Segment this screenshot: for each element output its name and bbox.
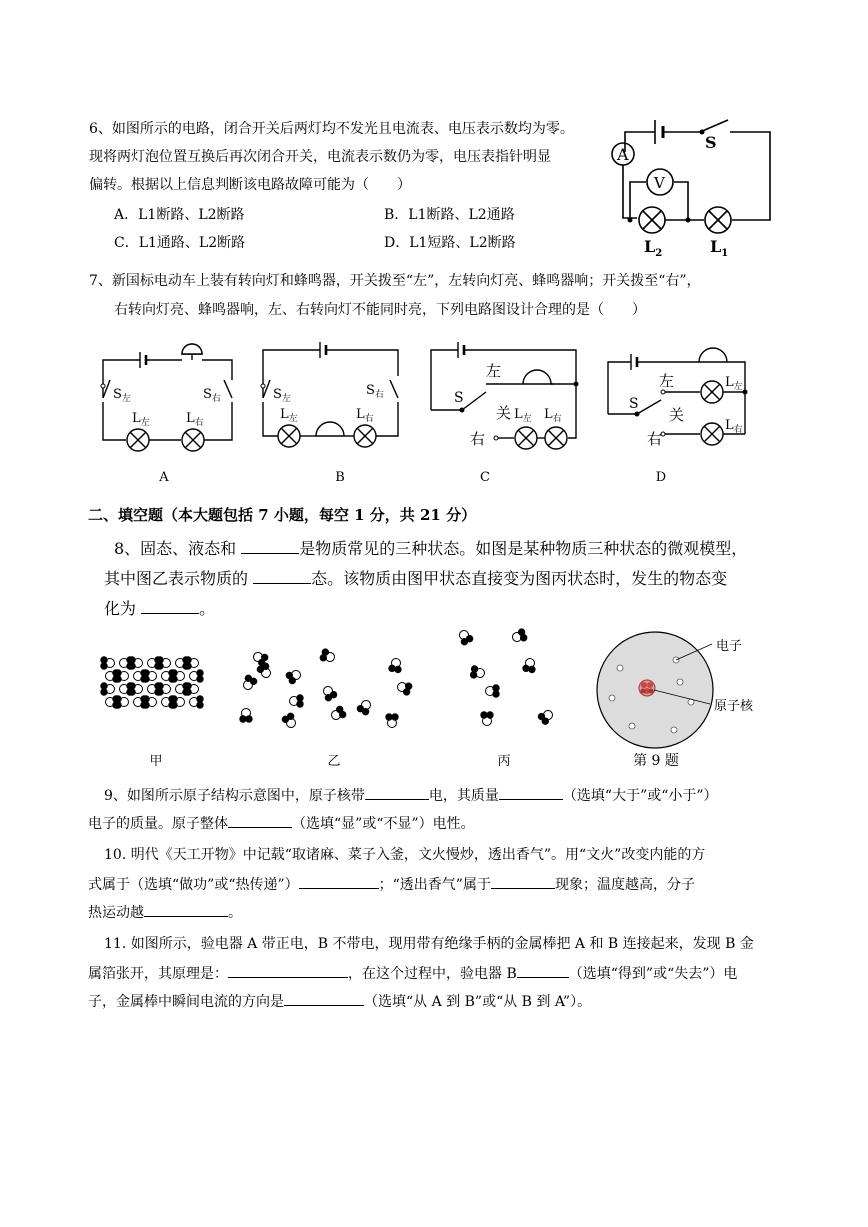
- q7-caption-c: C: [480, 470, 490, 485]
- q6-option-b: B．L1断路、L2通路: [384, 207, 515, 223]
- svg-text:L右: $L_右$: [725, 418, 743, 435]
- q6-line3: 偏转。根据以上信息判断该电路故障可能为（ ）: [89, 177, 411, 193]
- q11-line2: 属箔张开，其原理是： ，在这个过程中，验电器 B （选填“得到”或“失去”）电: [88, 962, 737, 984]
- svg-text:右: 右: [470, 430, 486, 448]
- svg-text:S左: $S_左$: [113, 387, 131, 404]
- q7-caption-a: A: [159, 470, 169, 485]
- q10-line1: 10. 明代《天工开物》中记载“取诸麻、菜子入釜，文火慢炒，透出香气”。用“文火”改变内能的方: [104, 847, 706, 863]
- q7-circuit-a: [98, 336, 238, 456]
- molecule: [190, 696, 204, 708]
- molecule: [281, 712, 299, 730]
- q10-blank-2[interactable]: [491, 873, 555, 889]
- molecule: [396, 680, 413, 696]
- liquid-state-figure: [236, 645, 416, 735]
- q11-blank-3[interactable]: [284, 990, 364, 1006]
- molecule: [240, 709, 252, 723]
- molecule: [190, 670, 204, 682]
- q10-blank-3[interactable]: [144, 901, 228, 917]
- molecule: [157, 657, 171, 669]
- molecule: [171, 670, 185, 682]
- svg-text:S右: $S_右$: [203, 387, 221, 404]
- molecule: [171, 696, 185, 708]
- q8-blank-1[interactable]: [241, 538, 299, 554]
- svg-text:S左: $S_左$: [273, 387, 291, 404]
- svg-text:L左: $L_左$: [132, 411, 150, 428]
- svg-text:右: 右: [647, 430, 663, 448]
- svg-text:左: 左: [659, 372, 675, 390]
- svg-text:S右: $S_右$: [366, 383, 384, 400]
- molecule: [129, 683, 143, 695]
- svg-text:L右: $L_右$: [544, 407, 562, 424]
- q7-circuit-c: [426, 336, 581, 456]
- svg-text:L左: $L_左$: [725, 375, 743, 392]
- atom-figure-caption: 第 9 题: [633, 753, 679, 769]
- molecule: [290, 695, 304, 707]
- molecule: [285, 667, 303, 685]
- q11-line3: 子，金属棒中瞬间电流的方向是 （选填“从 A 到 B”或“从 B 到 A”）。: [88, 990, 591, 1012]
- molecule: [157, 683, 171, 695]
- molecule: [486, 685, 500, 697]
- q7-line1: 7、新国标电动车上装有转向灯和蜂鸣器，开关拨至“左”，左转向灯亮、蜂鸣器响；开关拨至“右”，: [89, 273, 701, 289]
- molecule: [319, 648, 336, 664]
- q9-blank-3[interactable]: [228, 812, 292, 828]
- molecule: [320, 684, 338, 702]
- q8-blank-2[interactable]: [253, 568, 311, 584]
- state-caption-solid: 甲: [149, 754, 163, 769]
- svg-text:L右: $L_右$: [186, 411, 204, 428]
- q6-option-d: D．L1短路、L2断路: [384, 235, 516, 251]
- molecule: [143, 670, 157, 682]
- svg-text:关: 关: [669, 406, 685, 424]
- q8-line1: 8、固态、液态和 是物质常见的三种状态。如图是某种物质三种状态的微观模型，: [114, 539, 748, 558]
- molecule: [537, 707, 555, 725]
- molecule: [356, 698, 374, 716]
- q6-line2: 现将两灯泡位置互换后再次闭合开关，电流表示数仍为零，电压表指针明显: [89, 149, 551, 165]
- molecule: [388, 657, 403, 673]
- svg-text:S: S: [454, 390, 464, 406]
- svg-text:L2: $L_2$: [644, 237, 663, 259]
- q11-line1: 11. 如图所示，验电器 A 带正电，B 不带电，现用带有绝缘手柄的金属棒把 A 和 B 连接起来，发现 B 金: [104, 936, 754, 952]
- molecule: [185, 683, 199, 695]
- q11-blank-1[interactable]: [228, 962, 348, 978]
- svg-text:左: 左: [486, 362, 502, 380]
- q8-line3: 化为 。: [104, 599, 216, 618]
- atom-model-figure: [592, 630, 772, 760]
- nucleus-label: 原子核: [714, 699, 754, 714]
- q11-blank-2[interactable]: [517, 962, 569, 978]
- molecule: [329, 705, 347, 723]
- q7-circuit-d: [603, 336, 753, 456]
- q7-caption-b: B: [335, 470, 345, 485]
- molecule: [115, 696, 129, 708]
- molecule: [129, 657, 143, 669]
- q9-blank-1[interactable]: [365, 784, 429, 800]
- q6-option-c: C．L1通路、L2断路: [114, 235, 246, 251]
- q8-blank-3[interactable]: [141, 598, 199, 614]
- q10-line3: 热运动越 。: [88, 901, 242, 923]
- svg-text:L左: $L_左$: [280, 407, 298, 424]
- q7-line2: 右转向灯亮、蜂鸣器响，左、右转向灯不能同时亮，下列电路图设计合理的是（ ）: [114, 302, 646, 318]
- switch-label: S: [705, 133, 717, 152]
- q6-option-a: A．L1断路、L2断路: [114, 207, 245, 223]
- molecule: [115, 670, 129, 682]
- molecule: [101, 683, 115, 695]
- q9-line1: 9、如图所示原子结构示意图中，原子核带 电，其质量 （选填“大于”或“小于”）: [104, 784, 718, 806]
- q6-line1: 6、如图所示的电路，闭合开关后两灯均不发光且电流表、电压表示数均为零。: [89, 121, 574, 137]
- q10-blank-1[interactable]: [299, 873, 379, 889]
- solid-state-figure: [104, 655, 214, 715]
- q8-line2: 其中图乙表示物质的 态。该物质由图甲状态直接变为图丙状态时，发生的物态变: [104, 569, 728, 588]
- molecule: [386, 714, 398, 728]
- electron-label: 电子: [716, 639, 743, 654]
- svg-text:L右: $L_右$: [356, 407, 374, 424]
- section-title: 二、填空题（本大题包括 7 小题，每空 1 分，共 21 分）: [88, 506, 477, 524]
- state-caption-gas: 丙: [497, 754, 511, 769]
- q9-line2: 电子的质量。原子整体 （选填“显”或“不显”）电性。: [88, 812, 475, 834]
- q6-circuit-diagram: [600, 112, 790, 262]
- q7-circuit-b: [258, 336, 408, 456]
- molecule: [185, 657, 199, 669]
- molecule: [522, 657, 537, 673]
- q9-blank-2[interactable]: [499, 784, 563, 800]
- q7-caption-d: D: [655, 470, 667, 485]
- svg-text:L1: $L_1$: [710, 237, 729, 259]
- molecule: [101, 657, 115, 669]
- svg-text:关: 关: [496, 404, 512, 422]
- ammeter-label: A: [617, 145, 629, 164]
- svg-text:L左: $L_左$: [514, 407, 532, 424]
- svg-text:S: S: [629, 396, 639, 412]
- molecule: [456, 628, 474, 646]
- molecule: [481, 712, 493, 726]
- q10-line2: 式属于（选填“做功”或“热传递”） ；“透出香气”属于 现象；温度越高，分子: [88, 873, 695, 895]
- molecule: [143, 696, 157, 708]
- voltmeter-label: V: [654, 174, 665, 192]
- state-caption-liquid: 乙: [327, 754, 341, 769]
- molecule: [240, 674, 258, 692]
- molecule: [511, 628, 528, 644]
- gas-state-figure: [452, 625, 572, 735]
- molecule: [470, 665, 486, 680]
